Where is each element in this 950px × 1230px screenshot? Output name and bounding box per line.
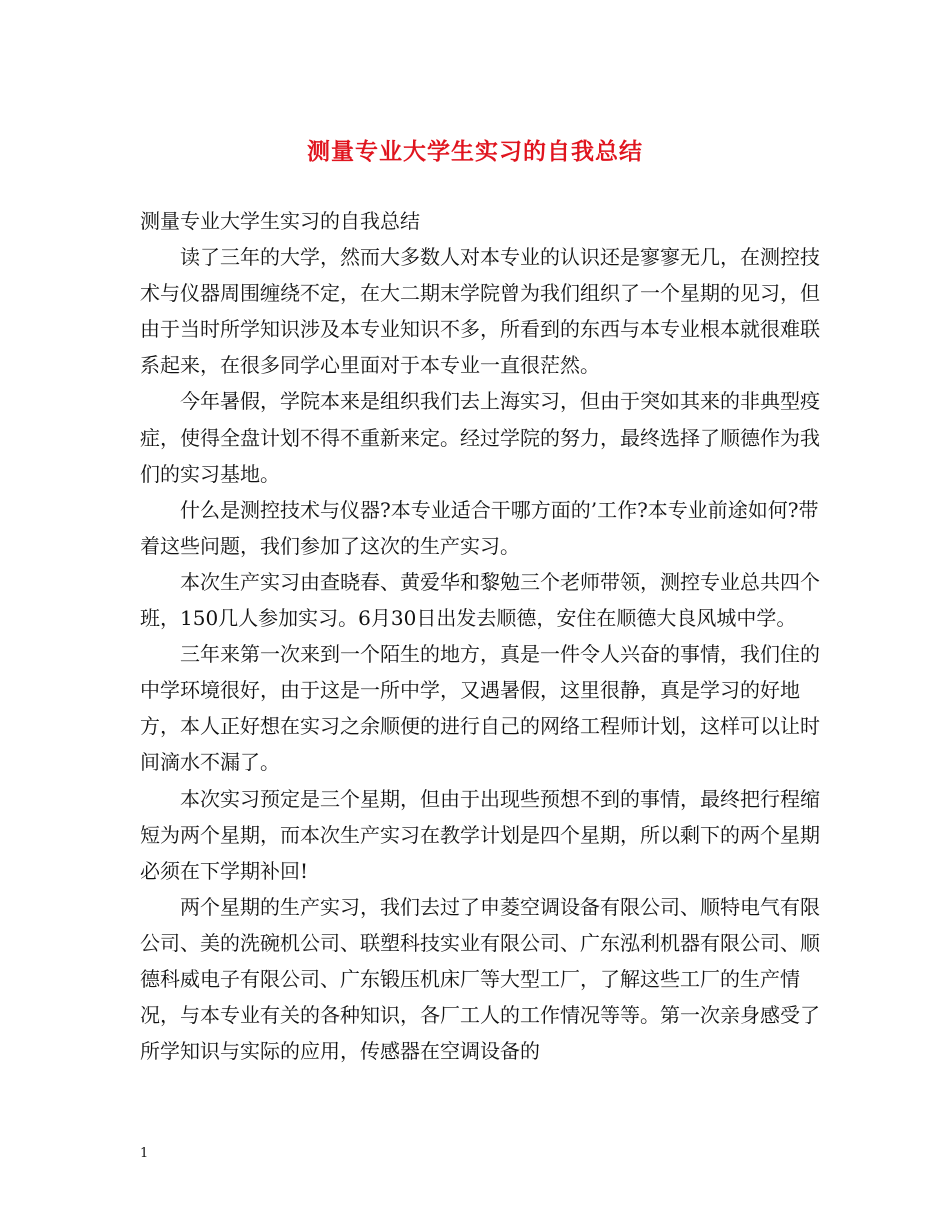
document-subtitle: 测量专业大学生实习的自我总结 <box>140 209 420 233</box>
document-body <box>140 203 830 1069</box>
paragraph: 什么是测控技术与仪器?本专业适合干哪方面的’工作?本专业前途如何?带着这些问题，我们参加了这次的生产实习。 <box>140 497 819 558</box>
paragraph: 本次生产实习由查晓春、黄爱华和黎勉三个老师带领，测控专业总共四个班，150几人参加实习。6月30日出发去顺德，安住在顺德大良风城中学。 <box>140 569 820 631</box>
paragraph: 今年暑假，学院本来是组织我们去上海实习，但由于突如其来的非典型疫症，使得全盘计划不得不重新来定。经过学院的努力，最终选择了顺德作为我们的实习基地。 <box>140 389 820 486</box>
document-title: 测量专业大学生实习的自我总结 <box>307 138 643 165</box>
paragraph: 本次实习预定是三个星期，但由于出现些预想不到的事情，最终把行程缩短为两个星期，而本次生产实习在教学计划是四个星期，所以剩下的两个星期必须在下学期补回! <box>140 786 820 883</box>
paragraph: 读了三年的大学，然而大多数人对本专业的认识还是寥寥无几，在测控技术与仪器周围缠绕不定，在大二期末学院曾为我们组织了一个星期的见习，但由于当时所学知识涉及本专业知识不多，所看到的东西与本专业根本就很难联系起来，在很多同学心里面对于本专业一直很茫然。 <box>140 245 820 378</box>
paragraph: 两个星期的生产实习，我们去过了申菱空调设备有限公司、顺特电气有限公司、美的洗碗机公司、联塑科技实业有限公司、广东泓利机器有限公司、顺德科威电子有限公司、广东锻压机床厂等大型工厂，了解这些工厂的生产情况，与本专业有关的各种知识，各厂工人的工作情况等等。第一次亲身感受了所学知识与实际的应用，传感器在空调设备的 <box>140 894 820 1064</box>
paragraph: 三年来第一次来到一个陌生的地方，真是一件令人兴奋的事情，我们住的中学环境很好，由于这是一所中学，又遇暑假，这里很静，真是学习的好地方，本人正好想在实习之余顺便的进行自己的网络工程师计划，这样可以让时间滴水不漏了。 <box>140 642 820 775</box>
page-number: 1 <box>140 1146 149 1161</box>
